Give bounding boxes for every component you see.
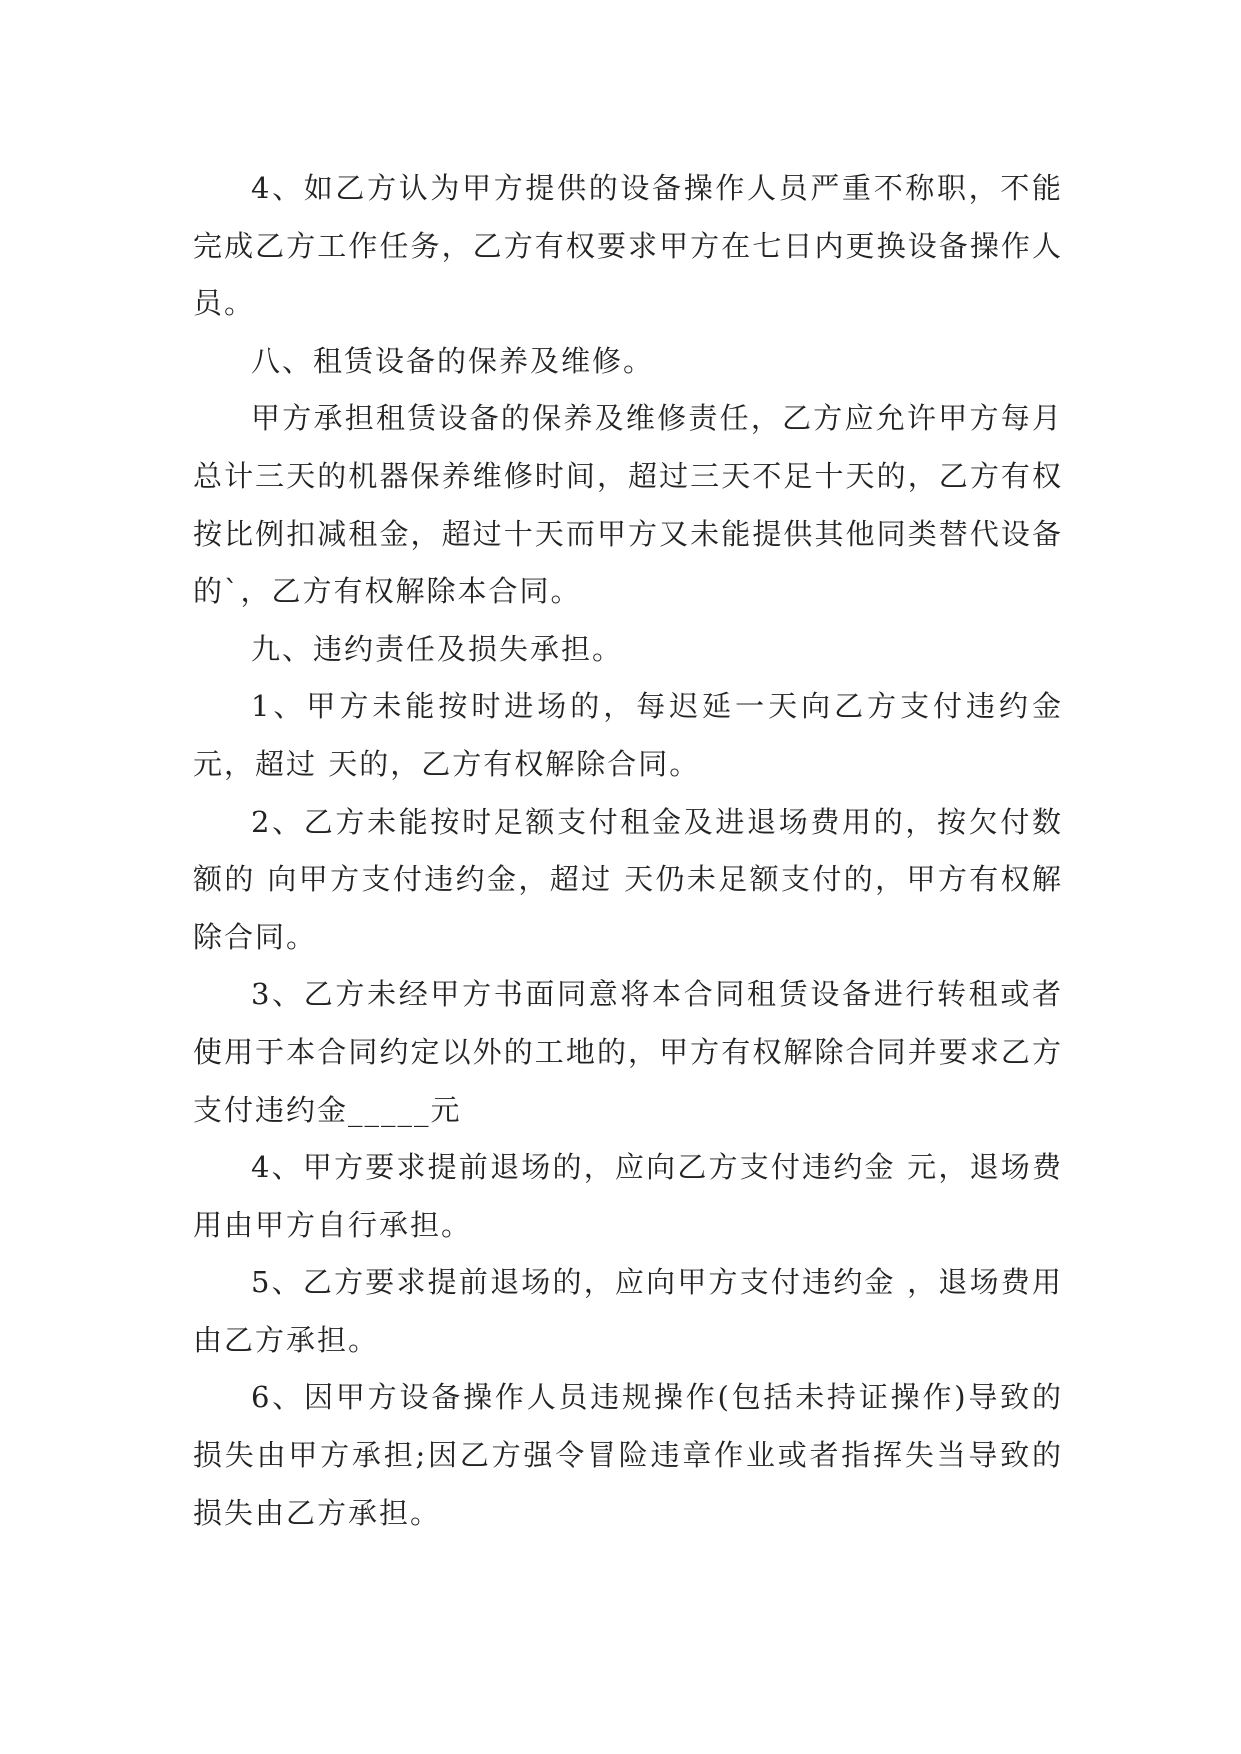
heading-section-8: 八、租赁设备的保养及维修。 <box>251 343 655 378</box>
heading-section-9: 九、违约责任及损失承担。 <box>251 631 624 666</box>
paragraph-clause-9-1: 1、甲方未能按时进场的，每迟延一天向乙方支付违约金 元，超过 天的，乙方有权解除合同。 <box>193 689 1075 781</box>
paragraph-clause-7-4: 4、如乙方认为甲方提供的设备操作人员严重不称职，不能完成乙方工作任务，乙方有权要求甲方在七日内更换设备操作人员。 <box>193 171 1063 321</box>
paragraph-clause-9-6: 6、因甲方设备操作人员违规操作(包括未持证操作)导致的损失由甲方承担;因乙方强令冒险违章作业或者指挥失当导致的损失由乙方承担。 <box>193 1380 1063 1530</box>
paragraph-clause-9-4: 4、甲方要求提前退场的，应向乙方支付违约金 元，退场费用由甲方自行承担。 <box>193 1150 1063 1242</box>
document-body <box>193 160 1075 1542</box>
paragraph-section-8-body: 甲方承担租赁设备的保养及维修责任，乙方应允许甲方每月总计三天的机器保养维修时间，超过三天不足十天的，乙方有权按比例扣减租金，超过十天而甲方又未能提供其他同类替代设备的`，乙方有权解除本合同。 <box>193 401 1063 609</box>
paragraph-clause-9-5: 5、乙方要求提前退场的，应向甲方支付违约金 ，退场费用由乙方承担。 <box>193 1265 1063 1357</box>
paragraph-clause-9-3: 3、乙方未经甲方书面同意将本合同租赁设备进行转租或者使用于本合同约定以外的工地的，甲方有权解除合同并要求乙方支付违约金_____元 <box>193 977 1063 1127</box>
paragraph-clause-9-2: 2、乙方未能按时足额支付租金及进退场费用的，按欠付数额的 向甲方支付违约金，超过 天仍未足额支付的，甲方有权解除合同。 <box>193 804 1063 954</box>
